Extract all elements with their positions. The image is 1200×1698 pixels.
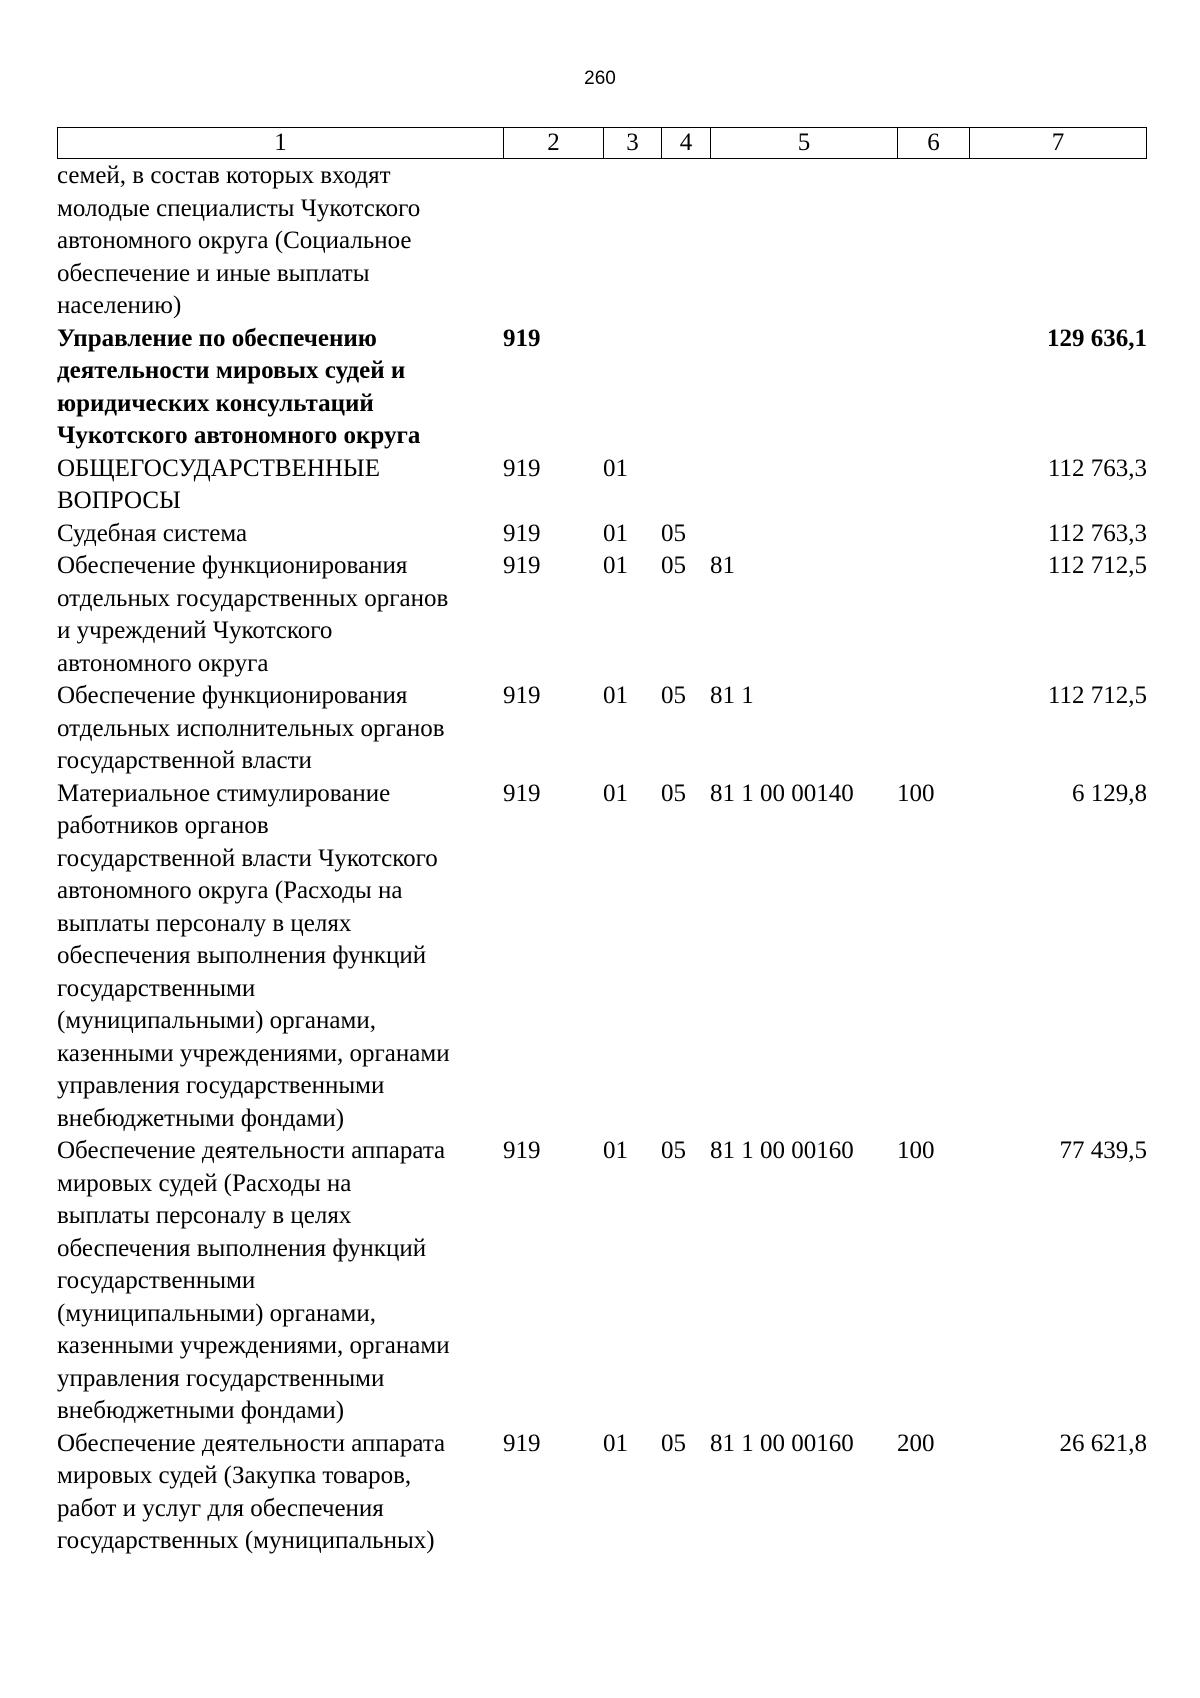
header-col-3: 3 [604, 128, 662, 158]
row-name-cell: Обеспечение функционирования отдельных государственных органов и учреждений Чукотского автономного округа [57, 552, 449, 677]
page-number: 260 [584, 68, 616, 89]
row-ministry-code-cell: 919 [503, 1137, 541, 1164]
row-amount-cell: 26 621,8 [1059, 1429, 1147, 1457]
row-target-article-cell: 81 [710, 552, 735, 579]
row-ministry-code-cell: 919 [503, 454, 541, 482]
row-target-article-cell: 81 1 [710, 682, 754, 709]
header-col-5: 5 [711, 128, 898, 158]
row-amount-cell: 112 763,3 [1047, 519, 1147, 547]
row-name-cell: Обеспечение деятельности аппарата мировых судей (Расходы на выплаты персоналу в целях обеспечения выполнения функций государственными (муниципальными) органами, казенными учреждениями, органами управления государственными внебюджетными фондами) [57, 1137, 450, 1424]
table-row [57, 1428, 1147, 1558]
row-target-article-cell: 81 1 00 00160 [710, 1137, 854, 1164]
row-ministry-code-cell: 919 [503, 552, 541, 579]
row-section-cell: 01 [603, 519, 628, 547]
table-row [57, 550, 1147, 680]
row-name-cell: Обеспечение деятельности аппарата мировых судей (Закупка товаров, работ и услуг для обеспечения государственных (муниципальных) [57, 1429, 446, 1554]
header-col-1: 1 [58, 128, 504, 158]
row-ministry-code-cell: 919 [503, 1429, 541, 1457]
row-subsection-cell: 05 [661, 682, 686, 709]
row-section-cell: 01 [603, 682, 628, 709]
row-section-cell: 01 [603, 1429, 628, 1457]
row-target-article-cell: 81 1 00 00140 [710, 779, 854, 807]
row-name-cell: Обеспечение функционирования отдельных исполнительных органов государственной власти [57, 682, 445, 774]
table-row [57, 160, 1147, 323]
row-subsection-cell: 05 [661, 1429, 686, 1457]
row-expense-type-cell: 100 [897, 1137, 935, 1164]
row-subsection-cell: 05 [661, 1137, 686, 1164]
row-expense-type-cell: 100 [897, 779, 935, 807]
row-amount-cell: 6 129,8 [1072, 779, 1147, 807]
table-row [57, 323, 1147, 453]
row-name-cell: ОБЩЕГОСУДАРСТВЕННЫЕ ВОПРОСЫ [57, 454, 380, 514]
row-section-cell: 01 [603, 454, 628, 482]
header-col-6: 6 [898, 128, 970, 158]
row-ministry-code-cell: 919 [503, 779, 541, 807]
table-row [57, 1135, 1147, 1428]
row-section-cell: 01 [603, 552, 628, 579]
row-name-cell: Материальное стимулирование работников органов государственной власти Чукотского автономного округа (Расходы на выплаты персоналу в целях обеспечения выполнения функций государственными (муниципальными) органами, казенными учреждениями, органами управления государственными внебюджетными фондами) [57, 779, 450, 1132]
row-expense-type-cell: 200 [897, 1429, 935, 1457]
row-section-cell: 01 [603, 1137, 628, 1164]
table-row [57, 778, 1147, 1136]
row-name-cell: Судебная система [57, 519, 248, 547]
row-amount-cell: 112 712,5 [1047, 552, 1147, 579]
row-ministry-code-cell: 919 [503, 682, 541, 709]
header-col-2: 2 [504, 128, 604, 158]
row-section-cell: 01 [603, 779, 628, 807]
row-ministry-code-cell: 919 [503, 519, 541, 547]
table-row [57, 680, 1147, 778]
header-col-4: 4 [662, 128, 711, 158]
row-subsection-cell: 05 [661, 779, 686, 807]
row-amount-cell: 112 712,5 [1047, 682, 1147, 709]
table-row [57, 518, 1147, 551]
budget-table-body [57, 160, 1147, 1558]
table-row [57, 453, 1147, 518]
header-col-7: 7 [1051, 129, 1065, 156]
row-ministry-code-cell: 919 [503, 324, 541, 352]
row-subsection-cell: 05 [661, 519, 686, 547]
row-name-cell: Управление по обеспечению деятельности мировых судей и юридических консультаций Чукотского автономного округа [57, 324, 421, 449]
row-name-cell: семей, в состав которых входят молодые специалисты Чукотского автономного округа (Социальное обеспечение и иные выплаты населению) [57, 162, 421, 319]
row-amount-cell: 112 763,3 [1047, 454, 1147, 482]
row-target-article-cell: 81 1 00 00160 [710, 1429, 854, 1457]
row-amount-cell: 129 636,1 [1047, 324, 1147, 352]
table-header [57, 127, 1147, 159]
row-amount-cell: 77 439,5 [1059, 1137, 1147, 1164]
row-subsection-cell: 05 [661, 552, 686, 579]
